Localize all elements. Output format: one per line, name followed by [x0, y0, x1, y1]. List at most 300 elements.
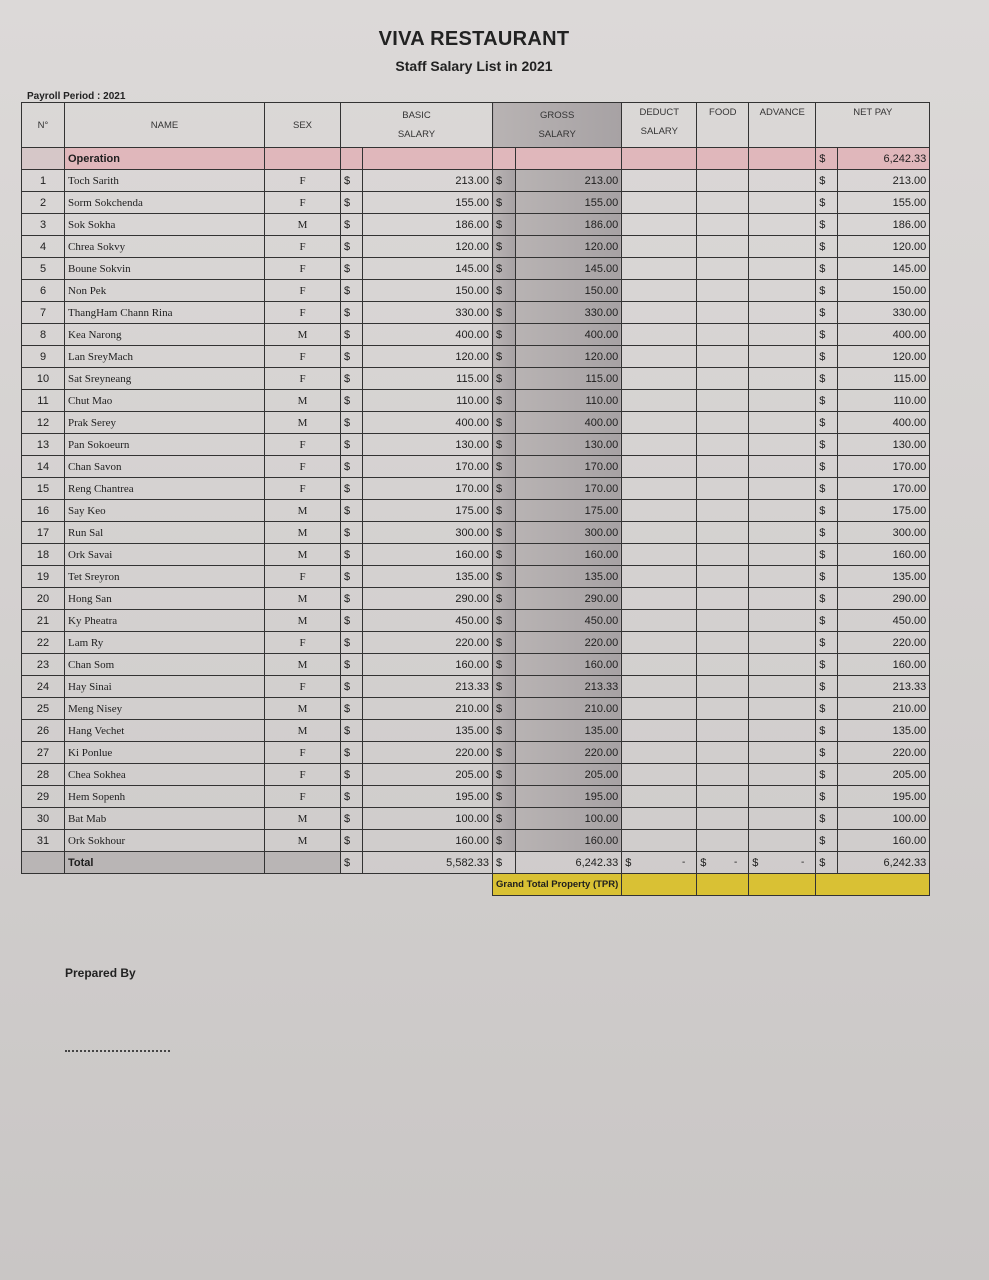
gross-salary: 186.00: [515, 214, 622, 236]
basic-salary: 400.00: [363, 324, 493, 346]
gross-salary: 205.00: [515, 764, 622, 786]
section-deduct-cell: [622, 148, 697, 170]
employee-sex: F: [265, 170, 341, 192]
row-number: 26: [22, 720, 65, 742]
table-row: [22, 390, 930, 412]
net-pay: 120.00: [838, 346, 930, 368]
deduct-salary: [622, 610, 697, 632]
header-no: N°: [22, 103, 65, 148]
net-currency: $: [816, 192, 838, 214]
grand-total-label: Grand Total Property (TPR): [493, 874, 622, 896]
net-currency: $: [816, 698, 838, 720]
basic-salary: 160.00: [363, 544, 493, 566]
advance: [749, 566, 816, 588]
basic-salary: 186.00: [363, 214, 493, 236]
food: [697, 390, 749, 412]
deduct-salary: [622, 170, 697, 192]
row-number: 29: [22, 786, 65, 808]
table-row: [22, 742, 930, 764]
gross-salary: 145.00: [515, 258, 622, 280]
employee-sex: F: [265, 632, 341, 654]
row-number: 22: [22, 632, 65, 654]
employee-name: Sorm Sokchenda: [65, 192, 265, 214]
employee-sex: M: [265, 698, 341, 720]
row-number: 27: [22, 742, 65, 764]
basic-salary: 120.00: [363, 236, 493, 258]
gross-currency: $: [493, 566, 516, 588]
total-basic-salary: 5,582.33: [363, 852, 493, 874]
basic-salary: 135.00: [363, 566, 493, 588]
employee-name: Lam Ry: [65, 632, 265, 654]
net-currency: $: [816, 786, 838, 808]
header-net-pay: NET PAY: [816, 103, 930, 148]
advance: [749, 808, 816, 830]
food: [697, 830, 749, 852]
basic-currency: $: [341, 236, 363, 258]
net-currency: $: [816, 500, 838, 522]
food: [697, 566, 749, 588]
row-number: 7: [22, 302, 65, 324]
employee-name: Hang Vechet: [65, 720, 265, 742]
gross-salary: 100.00: [515, 808, 622, 830]
header-gross-line2: SALARY: [538, 129, 576, 140]
employee-sex: F: [265, 742, 341, 764]
gross-currency: $: [493, 456, 516, 478]
net-pay: 150.00: [838, 280, 930, 302]
total-food-value: -: [733, 856, 738, 868]
gross-currency: $: [493, 720, 516, 742]
section-food-cell: [697, 148, 749, 170]
net-currency: $: [816, 324, 838, 346]
employee-sex: F: [265, 346, 341, 368]
employee-name: Ork Sokhour: [65, 830, 265, 852]
basic-salary: 220.00: [363, 632, 493, 654]
gross-salary: 155.00: [515, 192, 622, 214]
basic-currency: $: [341, 676, 363, 698]
row-number: 23: [22, 654, 65, 676]
header-basic-line2: SALARY: [397, 129, 436, 140]
gross-salary: 300.00: [515, 522, 622, 544]
basic-salary: 170.00: [363, 478, 493, 500]
total-sex-cell: [265, 852, 341, 874]
net-currency: $: [816, 302, 838, 324]
net-pay: 160.00: [838, 544, 930, 566]
table-row: [22, 830, 930, 852]
table-row: [22, 324, 930, 346]
employee-sex: M: [265, 412, 341, 434]
gross-currency: $: [493, 676, 516, 698]
advance: [749, 588, 816, 610]
gross-salary: 330.00: [515, 302, 622, 324]
net-pay: 400.00: [838, 324, 930, 346]
food: [697, 170, 749, 192]
document-subtitle: Staff Salary List in 2021: [395, 58, 553, 74]
employee-name: Hay Sinai: [65, 676, 265, 698]
basic-salary: 210.00: [363, 698, 493, 720]
employee-name: Chea Sokhea: [65, 764, 265, 786]
table-row: [22, 544, 930, 566]
gross-salary: 170.00: [515, 478, 622, 500]
advance: [749, 522, 816, 544]
table-row: [22, 500, 930, 522]
basic-salary: 290.00: [363, 588, 493, 610]
net-pay: 195.00: [838, 786, 930, 808]
advance: [749, 720, 816, 742]
employee-name: Say Keo: [65, 500, 265, 522]
advance: [749, 302, 816, 324]
net-currency: $: [816, 236, 838, 258]
advance: [749, 830, 816, 852]
food: [697, 368, 749, 390]
advance: [749, 236, 816, 258]
deduct-salary: [622, 236, 697, 258]
employee-sex: F: [265, 786, 341, 808]
advance: [749, 786, 816, 808]
gross-salary: 110.00: [515, 390, 622, 412]
basic-salary: 160.00: [363, 654, 493, 676]
total-food-currency: $: [700, 856, 707, 869]
advance: [749, 412, 816, 434]
row-number: 20: [22, 588, 65, 610]
basic-currency: $: [341, 500, 363, 522]
net-currency: $: [816, 742, 838, 764]
basic-salary: 150.00: [363, 280, 493, 302]
advance: [749, 478, 816, 500]
net-currency: $: [816, 390, 838, 412]
employee-name: Chut Mao: [65, 390, 265, 412]
deduct-salary: [622, 214, 697, 236]
total-advance-value: -: [800, 856, 805, 868]
net-currency: $: [816, 632, 838, 654]
advance: [749, 632, 816, 654]
advance: [749, 280, 816, 302]
food: [697, 434, 749, 456]
basic-currency: $: [341, 280, 363, 302]
signature-line: [65, 1050, 170, 1052]
gross-currency: $: [493, 544, 516, 566]
row-number: 13: [22, 434, 65, 456]
header-food: FOOD: [697, 103, 749, 148]
net-currency: $: [816, 412, 838, 434]
gross-currency: $: [493, 236, 516, 258]
header-deduct-salary: [622, 103, 697, 148]
employee-name: Meng Nisey: [65, 698, 265, 720]
food: [697, 654, 749, 676]
gross-salary: 170.00: [515, 456, 622, 478]
deduct-salary: [622, 720, 697, 742]
net-currency: $: [816, 280, 838, 302]
employee-sex: M: [265, 214, 341, 236]
table-header-row: [22, 103, 930, 148]
basic-currency: $: [341, 588, 363, 610]
employee-name: Toch Sarith: [65, 170, 265, 192]
net-pay: 160.00: [838, 654, 930, 676]
employee-sex: F: [265, 478, 341, 500]
net-pay: 205.00: [838, 764, 930, 786]
net-pay: 160.00: [838, 830, 930, 852]
header-advance: ADVANCE: [749, 103, 816, 148]
basic-salary: 160.00: [363, 830, 493, 852]
employee-name: Sok Sokha: [65, 214, 265, 236]
food: [697, 324, 749, 346]
advance: [749, 698, 816, 720]
basic-currency: $: [341, 390, 363, 412]
employee-name: Prak Serey: [65, 412, 265, 434]
table-row: [22, 346, 930, 368]
net-currency: $: [816, 434, 838, 456]
gross-currency: $: [493, 434, 516, 456]
table-row: [22, 456, 930, 478]
deduct-salary: [622, 434, 697, 456]
net-pay: 135.00: [838, 720, 930, 742]
advance: [749, 258, 816, 280]
gross-salary: 120.00: [515, 346, 622, 368]
employee-sex: M: [265, 500, 341, 522]
gross-currency: $: [493, 324, 516, 346]
table-row: [22, 214, 930, 236]
total-gross-currency: $: [493, 852, 516, 874]
deduct-salary: [622, 368, 697, 390]
gross-currency: $: [493, 808, 516, 830]
gross-currency: $: [493, 258, 516, 280]
row-number: 24: [22, 676, 65, 698]
basic-currency: $: [341, 478, 363, 500]
salary-table-body: [22, 103, 930, 852]
basic-currency: $: [341, 346, 363, 368]
gross-currency: $: [493, 346, 516, 368]
net-currency: $: [816, 610, 838, 632]
section-label: Operation: [65, 148, 265, 170]
net-pay: 130.00: [838, 434, 930, 456]
deduct-salary: [622, 676, 697, 698]
basic-currency: $: [341, 258, 363, 280]
row-number: 18: [22, 544, 65, 566]
employee-sex: F: [265, 192, 341, 214]
table-row: [22, 786, 930, 808]
gross-currency: $: [493, 786, 516, 808]
basic-currency: $: [341, 302, 363, 324]
employee-sex: M: [265, 654, 341, 676]
food: [697, 500, 749, 522]
basic-salary: 100.00: [363, 808, 493, 830]
employee-name: Run Sal: [65, 522, 265, 544]
total-deduct-currency: $: [625, 856, 632, 869]
gross-currency: $: [493, 214, 516, 236]
row-number: 2: [22, 192, 65, 214]
net-currency: $: [816, 808, 838, 830]
salary-table-totals: [22, 852, 930, 896]
row-number: 3: [22, 214, 65, 236]
basic-salary: 213.33: [363, 676, 493, 698]
table-row: [22, 280, 930, 302]
net-pay: 290.00: [838, 588, 930, 610]
grand-total-spacer: [22, 874, 493, 896]
employee-sex: F: [265, 236, 341, 258]
employee-name: Chan Savon: [65, 456, 265, 478]
net-currency: $: [816, 346, 838, 368]
header-deduct-line2: SALARY: [640, 126, 678, 137]
net-currency: $: [816, 544, 838, 566]
basic-salary: 175.00: [363, 500, 493, 522]
deduct-salary: [622, 192, 697, 214]
table-row: [22, 478, 930, 500]
deduct-salary: [622, 698, 697, 720]
gross-salary: 220.00: [515, 632, 622, 654]
gross-currency: $: [493, 522, 516, 544]
grand-total-advance-cell: [749, 874, 816, 896]
advance: [749, 456, 816, 478]
basic-salary: 120.00: [363, 346, 493, 368]
table-row: [22, 368, 930, 390]
grand-total-net-cell: [816, 874, 930, 896]
gross-salary: 210.00: [515, 698, 622, 720]
employee-name: Chan Som: [65, 654, 265, 676]
table-row: [22, 720, 930, 742]
employee-name: Non Pek: [65, 280, 265, 302]
net-currency: $: [816, 720, 838, 742]
net-pay: 100.00: [838, 808, 930, 830]
gross-currency: $: [493, 654, 516, 676]
gross-salary: 150.00: [515, 280, 622, 302]
net-pay: 213.33: [838, 676, 930, 698]
net-currency: $: [816, 676, 838, 698]
food: [697, 676, 749, 698]
advance: [749, 434, 816, 456]
grand-total-deduct-cell: [622, 874, 697, 896]
food: [697, 808, 749, 830]
net-pay: 210.00: [838, 698, 930, 720]
employee-sex: F: [265, 302, 341, 324]
advance: [749, 654, 816, 676]
food: [697, 346, 749, 368]
gross-salary: 213.33: [515, 676, 622, 698]
basic-currency: $: [341, 522, 363, 544]
food: [697, 544, 749, 566]
basic-currency: $: [341, 412, 363, 434]
table-row: [22, 676, 930, 698]
table-row: [22, 236, 930, 258]
basic-currency: $: [341, 720, 363, 742]
gross-salary: 135.00: [515, 720, 622, 742]
row-number: 30: [22, 808, 65, 830]
net-currency: $: [816, 214, 838, 236]
deduct-salary: [622, 478, 697, 500]
net-pay: 110.00: [838, 390, 930, 412]
row-number: 6: [22, 280, 65, 302]
row-number: 11: [22, 390, 65, 412]
employee-sex: M: [265, 808, 341, 830]
salary-table: [21, 102, 930, 896]
basic-currency: $: [341, 214, 363, 236]
row-number: 1: [22, 170, 65, 192]
table-row: [22, 632, 930, 654]
employee-name: Ki Ponlue: [65, 742, 265, 764]
employee-name: Sat Sreyneang: [65, 368, 265, 390]
net-pay: 330.00: [838, 302, 930, 324]
food: [697, 698, 749, 720]
basic-salary: 220.00: [363, 742, 493, 764]
gross-salary: 135.00: [515, 566, 622, 588]
header-deduct-line1: DEDUCT: [639, 107, 680, 118]
gross-salary: 130.00: [515, 434, 622, 456]
net-pay: 300.00: [838, 522, 930, 544]
section-sex-cell: [265, 148, 341, 170]
food: [697, 412, 749, 434]
food: [697, 302, 749, 324]
basic-currency: $: [341, 786, 363, 808]
food: [697, 456, 749, 478]
food: [697, 764, 749, 786]
prepared-by-label: Prepared By: [65, 966, 136, 980]
gross-currency: $: [493, 632, 516, 654]
table-row: [22, 566, 930, 588]
employee-name: Ork Savai: [65, 544, 265, 566]
gross-currency: $: [493, 368, 516, 390]
advance: [749, 764, 816, 786]
table-row: [22, 192, 930, 214]
food: [697, 280, 749, 302]
net-pay: 170.00: [838, 456, 930, 478]
employee-sex: M: [265, 720, 341, 742]
basic-salary: 145.00: [363, 258, 493, 280]
total-row: [22, 852, 930, 874]
gross-salary: 160.00: [515, 654, 622, 676]
row-number: 10: [22, 368, 65, 390]
total-advance: [749, 852, 816, 874]
table-row: [22, 170, 930, 192]
section-gross-cur-cell: [493, 148, 516, 170]
total-deduct: [622, 852, 697, 874]
advance: [749, 544, 816, 566]
basic-currency: $: [341, 698, 363, 720]
employee-name: Hong San: [65, 588, 265, 610]
net-currency: $: [816, 456, 838, 478]
food: [697, 632, 749, 654]
section-row-operation: [22, 148, 930, 170]
food: [697, 236, 749, 258]
basic-currency: $: [341, 764, 363, 786]
food: [697, 588, 749, 610]
basic-salary: 135.00: [363, 720, 493, 742]
employee-sex: M: [265, 544, 341, 566]
net-currency: $: [816, 588, 838, 610]
gross-salary: 160.00: [515, 544, 622, 566]
gross-currency: $: [493, 412, 516, 434]
advance: [749, 676, 816, 698]
table-row: [22, 764, 930, 786]
table-row: [22, 258, 930, 280]
net-pay: 186.00: [838, 214, 930, 236]
net-pay: 135.00: [838, 566, 930, 588]
gross-salary: 400.00: [515, 412, 622, 434]
food: [697, 258, 749, 280]
advance: [749, 346, 816, 368]
gross-currency: $: [493, 170, 516, 192]
gross-salary: 115.00: [515, 368, 622, 390]
header-gross-line1: GROSS: [539, 110, 575, 121]
employee-name: Chrea Sokvy: [65, 236, 265, 258]
row-number: 15: [22, 478, 65, 500]
employee-name: Boune Sokvin: [65, 258, 265, 280]
deduct-salary: [622, 808, 697, 830]
employee-sex: F: [265, 456, 341, 478]
food: [697, 610, 749, 632]
net-pay: 115.00: [838, 368, 930, 390]
gross-currency: $: [493, 742, 516, 764]
net-pay: 400.00: [838, 412, 930, 434]
deduct-salary: [622, 588, 697, 610]
table-row: [22, 698, 930, 720]
